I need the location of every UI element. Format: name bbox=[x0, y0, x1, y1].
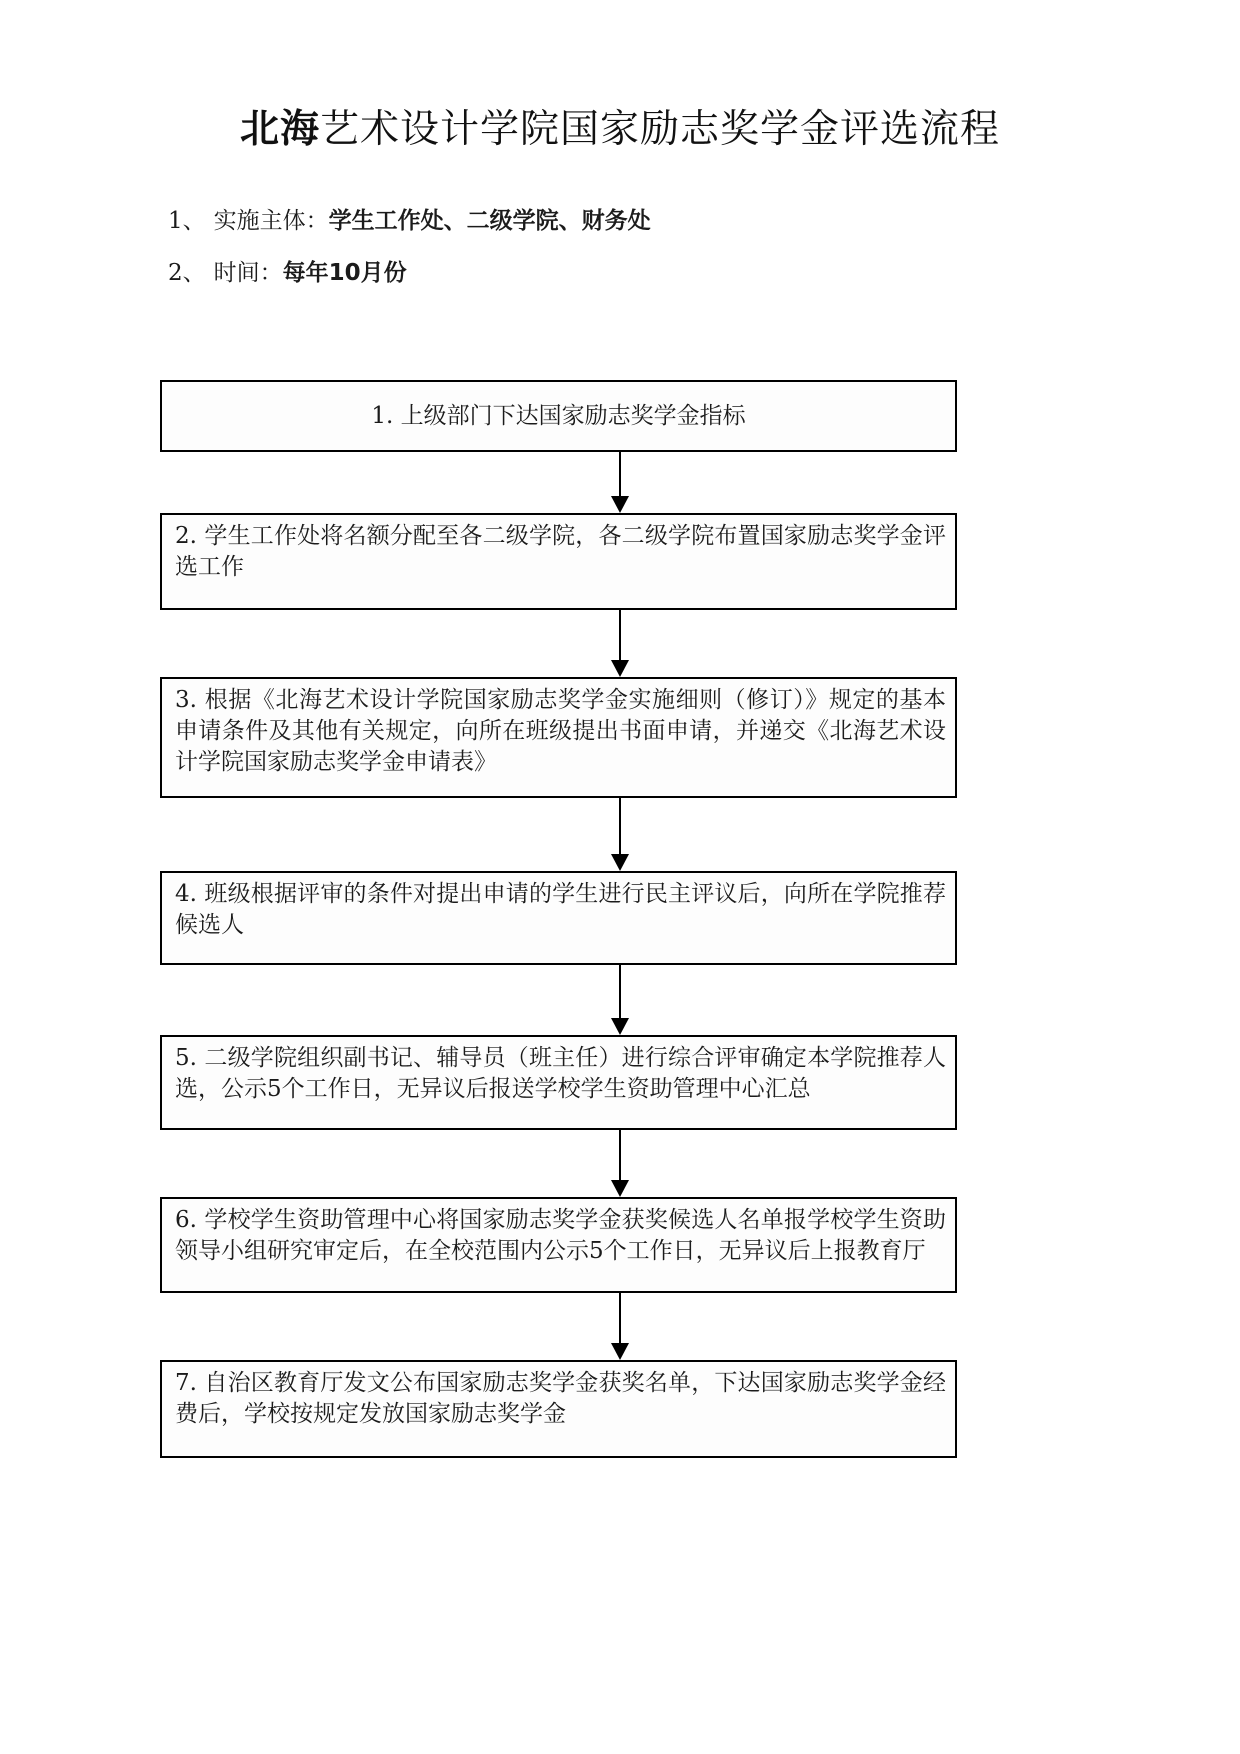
flow-arrow-down-2 bbox=[160, 610, 957, 677]
flow-step-2 bbox=[160, 513, 957, 610]
title-bold-part: 北海 bbox=[239, 107, 320, 152]
flow-arrow-down-5 bbox=[160, 1130, 957, 1197]
intro-value-time: 每年10月份 bbox=[282, 260, 407, 286]
flow-arrow-down-4 bbox=[160, 965, 957, 1035]
flow-step-7-text: 7. 自治区教育厅发文公布国家励志奖学金获奖名单，下达国家励志奖学金经费后，学校按规定发放国家励志奖学金 bbox=[175, 1370, 946, 1427]
intro-label-time: 时间： bbox=[213, 260, 283, 286]
flow-step-2-text: 2. 学生工作处将名额分配至各二级学院，各二级学院布置国家励志奖学金评选工作 bbox=[175, 523, 946, 580]
flow-step-6 bbox=[160, 1197, 957, 1293]
intro-number-1: 1、 bbox=[168, 208, 206, 234]
flow-step-5 bbox=[160, 1035, 957, 1130]
flow-step-6-text: 6. 学校学生资助管理中心将国家励志奖学金获奖候选人名单报学校学生资助领导小组研究审定后，在全校范围内公示5个工作日，无异议后上报教育厅 bbox=[175, 1207, 946, 1264]
flow-step-7 bbox=[160, 1360, 957, 1458]
flow-step-4 bbox=[160, 871, 957, 965]
intro-number-2: 2、 bbox=[168, 260, 206, 286]
page-title bbox=[0, 98, 1240, 154]
flow-step-3-text: 3. 根据《北海艺术设计学院国家励志奖学金实施细则（修订）》规定的基本申请条件及其他有关规定，向所在班级提出书面申请，并递交《北海艺术设计学院国家励志奖学金申请表》 bbox=[175, 687, 946, 775]
flow-arrow-down-1 bbox=[160, 452, 957, 513]
flow-step-3 bbox=[160, 677, 957, 798]
intro-line-subject bbox=[168, 205, 651, 237]
flow-arrow-down-3 bbox=[160, 798, 957, 871]
intro-line-time bbox=[168, 257, 651, 289]
flow-step-5-text: 5. 二级学院组织副书记、辅导员（班主任）进行综合评审确定本学院推荐人选，公示5个工作日，无异议后报送学校学生资助管理中心汇总 bbox=[175, 1045, 946, 1102]
intro-section bbox=[168, 205, 651, 309]
intro-value-subject: 学生工作处、二级学院、财务处 bbox=[328, 208, 651, 234]
title-rest-part: 艺术设计学院国家励志奖学金评选流程 bbox=[320, 107, 1001, 152]
flow-arrow-down-6 bbox=[160, 1293, 957, 1360]
intro-label-subject: 实施主体： bbox=[213, 208, 329, 234]
flowchart bbox=[160, 380, 957, 1458]
flow-step-1 bbox=[160, 380, 957, 452]
flow-step-4-text: 4. 班级根据评审的条件对提出申请的学生进行民主评议后，向所在学院推荐候选人 bbox=[175, 881, 946, 938]
flow-step-1-text: 1. 上级部门下达国家励志奖学金指标 bbox=[371, 402, 746, 429]
